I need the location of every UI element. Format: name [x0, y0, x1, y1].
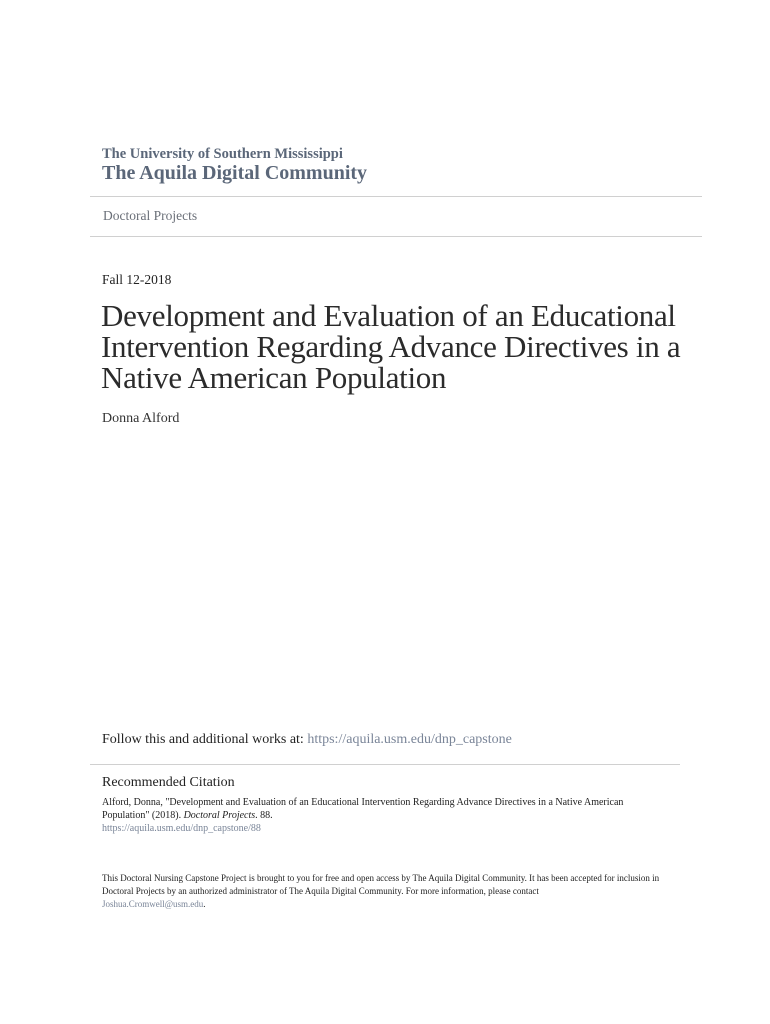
access-statement: [102, 872, 682, 911]
citation-series: Doctoral Projects: [183, 810, 256, 821]
repository-name[interactable]: The Aquila Digital Community: [102, 162, 368, 184]
citation-heading: Recommended Citation: [102, 775, 235, 790]
institution-name: The University of Southern Mississippi: [102, 146, 343, 162]
divider: [90, 236, 702, 237]
divider: [90, 196, 702, 197]
title-line: Intervention Regarding Advance Directives in a: [101, 329, 681, 364]
citation-body: [102, 796, 662, 835]
author-name: Donna Alford: [102, 411, 180, 426]
title-line: Native American Population: [101, 360, 447, 395]
follow-link[interactable]: https://aquila.usm.edu/dnp_capstone: [307, 732, 512, 747]
citation-text: Alford, Donna, "Development and Evaluation of an Educational Intervention Regarding Advance Directives in a Native American Population" (2018).: [102, 797, 624, 821]
citation-link[interactable]: https://aquila.usm.edu/dnp_capstone/88: [102, 823, 261, 834]
access-text: This Doctoral Nursing Capstone Project is brought to you for free and open access by The Aquila Digital Community. It has been accepted for inclusion in Doctoral Projects by an authorized administrator of The Aquila Digital Community. For more information, please contact: [102, 873, 660, 896]
follow-line: [102, 732, 512, 748]
follow-label: Follow this and additional works at:: [102, 732, 304, 747]
contact-email-link[interactable]: Joshua.Cromwell@usm.edu: [102, 899, 204, 909]
title-line: Development and Evaluation of an Educational: [101, 298, 676, 333]
citation-number: . 88.: [255, 810, 273, 821]
access-end: .: [203, 899, 206, 909]
publication-date: Fall 12-2018: [102, 272, 172, 287]
collection-link[interactable]: Doctoral Projects: [103, 208, 198, 223]
divider: [90, 764, 680, 765]
document-title: [101, 298, 681, 395]
